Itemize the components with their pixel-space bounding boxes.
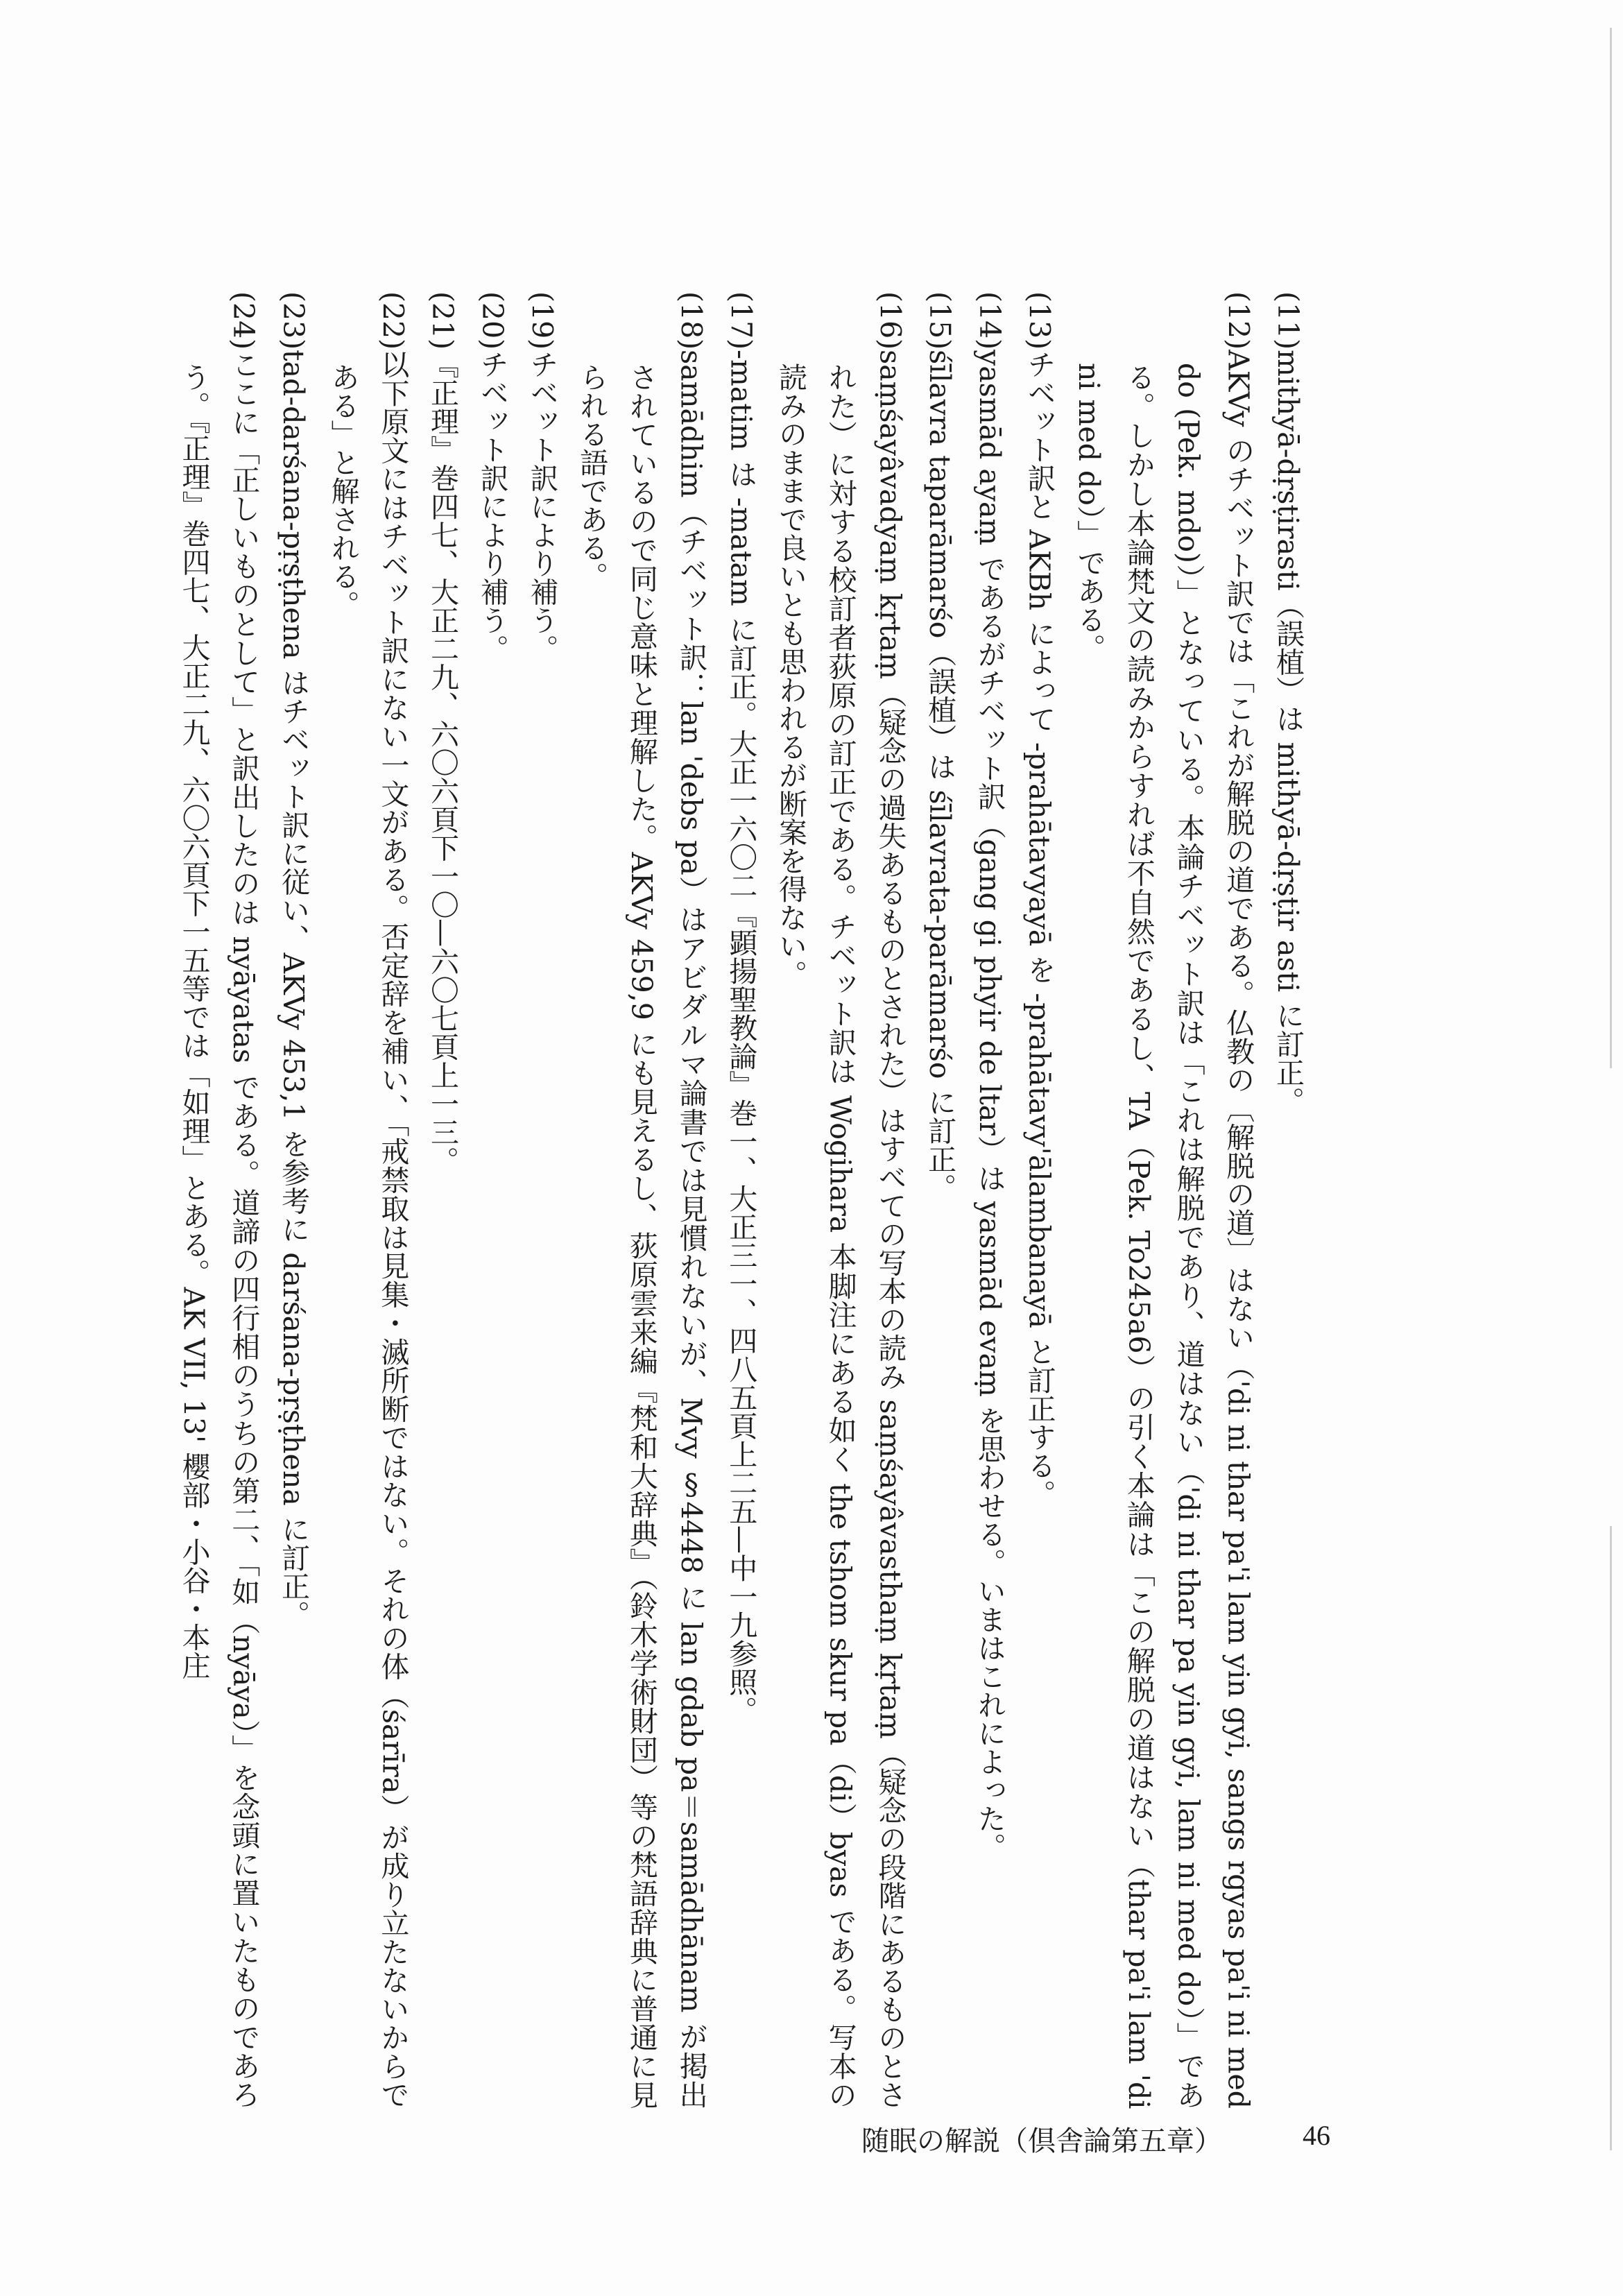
footnote-number: (19) xyxy=(525,291,559,350)
footnote-number: (17) xyxy=(724,291,758,350)
scan-edge-mark xyxy=(1610,1526,1612,2150)
footnote-14 xyxy=(964,291,1014,2109)
footnote-number: (11) xyxy=(1271,291,1305,350)
footnote-number: (12) xyxy=(1221,291,1255,350)
footnotes-block xyxy=(169,291,1312,2109)
scan-edge-mark xyxy=(1610,28,1612,1068)
footnote-text: samādhim（チベット訳：lan 'debs pa）はアビダルマ論書では見慣れないが、Mvy §4448 に lan gdab pa＝samādhānam が掲出されているので同じ意味と理解した。AKVy 459,9 にも見えるし、荻原雲来編『梵和大辞典』（鈴木学術財団）等の梵語辞典に普通に見られる語である。 xyxy=(575,350,708,2109)
footnote-17 xyxy=(716,291,766,2109)
footnote-21 xyxy=(417,291,467,2109)
footnote-11 xyxy=(1262,291,1312,2109)
page-number: 46 xyxy=(1303,2120,1330,2151)
footnote-text: AKVy のチベット訳では「これが解脱の道である。仏教の〔解脱の道〕はない（'di ni thar pa'i lam yin gyi, sangs rgyas pa'i ni med do (Pek. mdo)）」となっている。本論チベット訳は「これは解脱であり、道はない（'di ni thar pa yin gyi, lam ni med do）」である。しかし本論梵文の読みからすれば不自然であるし、TA（Pek. To245a6）の引く本論は「この解脱の道はない（thar pa'i lam 'di ni med do）」である。 xyxy=(1072,350,1255,2109)
footnote-13 xyxy=(1014,291,1064,2109)
footnote-number: (20) xyxy=(475,291,509,350)
footnote-text: śīlavra taparāmarśo（誤植）は śīlavrata-parāmarśo に訂正。 xyxy=(923,350,957,1202)
footnote-text: チベット訳と AKBh によって -prahātavyayā を -prahātavy'ālambanayā と訂正する。 xyxy=(1022,350,1056,1508)
footnote-text: mithyā-dṛṣṭirasti（誤植）は mithyā-dṛṣṭir asti に訂正。 xyxy=(1271,350,1305,1115)
footnote-text: チベット訳により補う。 xyxy=(475,350,509,663)
footnote-number: (22) xyxy=(376,291,410,350)
footnote-20 xyxy=(467,291,517,2109)
footnote-15 xyxy=(914,291,964,2109)
footnote-text: 『正理』巻四七、大正二九、六〇六頁下一〇—六〇七頁上一三。 xyxy=(426,350,460,1175)
footnote-23 xyxy=(268,291,318,2109)
footnote-number: (23) xyxy=(276,291,310,350)
footnote-number: (16) xyxy=(873,291,907,350)
footnote-text: tad-darśana-pṛṣṭhena はチベット訳に従い、AKVy 453,1 を参考に darśana-pṛṣṭhena に訂正。 xyxy=(276,350,310,1629)
footnote-22 xyxy=(318,291,417,2109)
footnote-24 xyxy=(169,291,268,2109)
footnote-text: 以下原文にはチベット訳にない一文がある。否定辞を補い、「戒禁取は見集・滅所断ではない。それの体（śarīra）が成り立たないからである」と解される。 xyxy=(326,350,410,2109)
footnote-16 xyxy=(765,291,914,2109)
footnote-number: (15) xyxy=(923,291,957,350)
footnote-12 xyxy=(1063,291,1262,2109)
footnote-text: チベット訳により補う。 xyxy=(525,350,559,663)
footnote-number: (13) xyxy=(1022,291,1056,350)
footnote-19 xyxy=(517,291,567,2109)
running-title: 随眠の解説（倶舎論第五章） xyxy=(861,2125,1222,2157)
footnote-text: yasmād ayaṃ であるがチベット訳（gang gi phyir de ltar）は yasmād evaṃ を思わせる。いまはこれによった。 xyxy=(972,350,1006,1861)
footnote-text: ここに「正しいものとして」と訳出したのは nyāyatas である。道諦の四行相のうちの第二、「如（nyāya）」を念頭に置いたものであろう。『正理』巻四七、大正二九、六〇六頁下一五等では「如理」とある。AK VII, 13' 櫻部・小谷・本庄 xyxy=(177,350,261,2109)
footnote-number: (21) xyxy=(426,291,460,350)
footnote-number: (24) xyxy=(227,291,261,350)
footnote-text: saṃśayâvadyaṃ kṛtaṃ（疑念の過失あるものとされた）はすべての写本の読み saṃśayâvasthaṃ kṛtaṃ（疑念の段階にあるものとされた）に対する校訂者荻原の訂正である。チベット訳は Wogihara 本脚注にある如く the tshom skur pa（di）byas である。写本の読みのままで良いとも思われるが断案を得ない。 xyxy=(773,350,907,2109)
footnote-number: (18) xyxy=(674,291,708,350)
footnote-number: (14) xyxy=(972,291,1006,350)
footnote-text: -matim は -matam に訂正。大正一六〇二『顕揚聖教論』巻一、大正三一、四八五頁上二五—中一九参照。 xyxy=(724,350,758,1724)
footnote-18 xyxy=(566,291,715,2109)
